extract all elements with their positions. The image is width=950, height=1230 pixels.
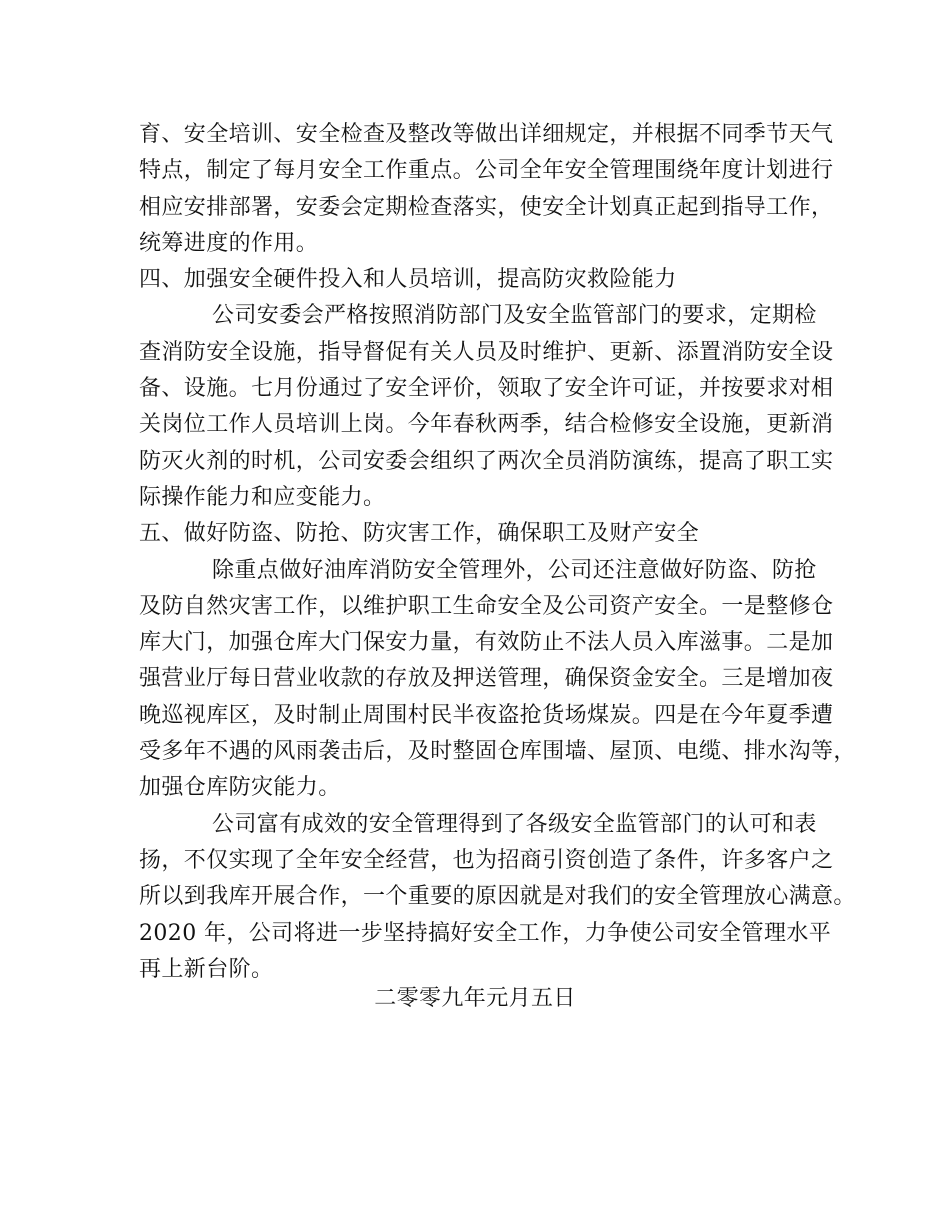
paragraph-line: 及防自然灾害工作，以维护职工生命安全及公司资产安全。一是整修仓 <box>139 593 834 619</box>
paragraph-line: 公司富有成效的安全管理得到了各级安全监管部门的认可和表 <box>212 811 817 837</box>
paragraph-line: 查消防安全设施，指导督促有关人员及时维护、更新、添置消防安全设 <box>139 339 834 365</box>
paragraph-line: 除重点做好油库消防安全管理外，公司还注意做好防盗、防抢 <box>212 557 817 583</box>
paragraph-line: 晚巡视库区，及时制止周围村民半夜盗抢货场煤炭。四是在今年夏季遭 <box>139 702 834 728</box>
paragraph-line: 受多年不遇的风雨袭击后，及时整固仓库围墙、屋顶、电缆、排水沟等， <box>139 739 856 765</box>
document-date: 二零零九年元月五日 <box>374 986 576 1011</box>
paragraph-line: 统筹进度的作用。 <box>139 230 319 256</box>
paragraph-line: 相应安排部署，安委会定期检查落实，使安全计划真正起到指导工作， <box>139 194 834 220</box>
paragraph-line: 备、设施。七月份通过了安全评价，领取了安全许可证，并按要求对相 <box>139 376 834 402</box>
paragraph-line: 加强仓库防灾能力。 <box>139 775 341 801</box>
paragraph-line: 特点，制定了每月安全工作重点。公司全年安全管理围绕年度计划进行 <box>139 158 834 184</box>
section-heading: 五、做好防盗、防抢、防灾害工作，确保职工及财产安全 <box>139 521 700 547</box>
paragraph-line: 库大门，加强仓库大门保安力量，有效防止不法人员入库滋事。二是加 <box>139 630 834 656</box>
section-heading: 四、加强安全硬件投入和人员培训，提高防灾救险能力 <box>139 267 677 293</box>
paragraph-line: 育、安全培训、安全检查及整改等做出详细规定，并根据不同季节天气 <box>139 122 834 147</box>
paragraph-line: 际操作能力和应变能力。 <box>139 484 386 510</box>
paragraph-line: 关岗位工作人员培训上岗。今年春秋两季，结合检修安全设施，更新消 <box>139 412 834 438</box>
paragraph-line: 扬，不仅实现了全年安全经营，也为招商引资创造了条件，许多客户之 <box>139 847 834 873</box>
paragraph-line: 强营业厅每日营业收款的存放及押送管理，确保资金安全。三是增加夜 <box>139 666 834 692</box>
paragraph-line: 2020 年，公司将进一步坚持搞好安全工作，力争使公司安全管理水平 <box>139 920 832 946</box>
paragraph-line: 再上新台阶。 <box>139 956 274 982</box>
paragraph-line: 所以到我库开展合作，一个重要的原因就是对我们的安全管理放心满意。 <box>139 884 856 910</box>
body-text <box>139 117 856 988</box>
paragraph-line: 公司安委会严格按照消防部门及安全监管部门的要求，定期检 <box>212 303 817 329</box>
paragraph-line: 防灭火剂的时机，公司安委会组织了两次全员消防演练，提高了职工实 <box>139 448 834 474</box>
